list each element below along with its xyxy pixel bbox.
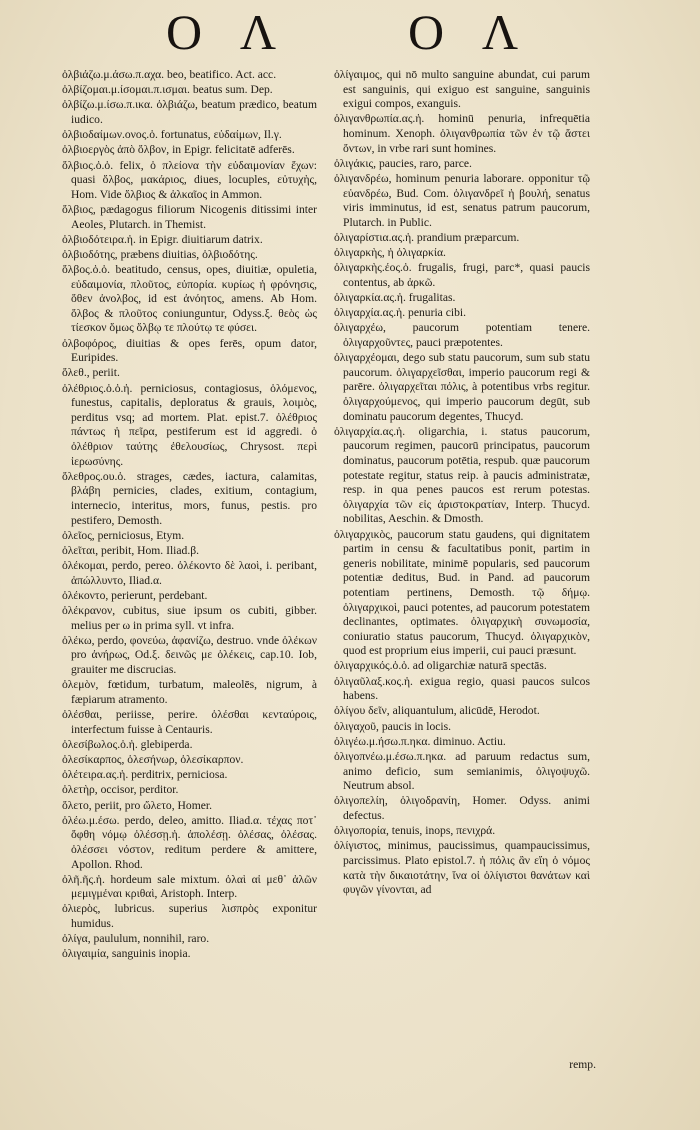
dictionary-entry: ὀλετὴρ, occisor, perditor. bbox=[62, 783, 179, 797]
dictionary-column-right bbox=[334, 68, 590, 898]
dictionary-entry: ὄλετο, periit, pro ὤλετο, Homer. bbox=[62, 798, 212, 812]
dictionary-entry: ὀλβιοεργὸς ἀπὸ ὄλβον, in Epigr. felicitatē adferēs. bbox=[62, 143, 295, 157]
dictionary-entry: ὀλιγαιμία, sanguinis inopia. bbox=[62, 947, 191, 961]
dictionary-entry: ὀλβιοδότειρα.ἡ. in Epigr. diuitiarum datrix. bbox=[62, 232, 263, 246]
dictionary-entry: ὀλεῖος, perniciosus, Etym. bbox=[62, 528, 185, 542]
dictionary-entry: ὀλέκομαι, perdo, pereo. ὀλέκοντο δὲ λαοὶ, i. peribant, ἀπώλλυντο, Iliad.α. bbox=[62, 559, 317, 587]
dictionary-entry: ὀλιγοπορία, tenuis, inops, πενιχρά. bbox=[334, 824, 496, 838]
dictionary-entry: ὀλιγανδρέω, hominum penuria laborare. opponitur τῷ εὐανδρέω, Bud. Com. ὀλιγανδρεῖ ἡ βουλή, senatus viris imminutus, id est, senatus patrum paucorum, Plutarch. in Public. bbox=[334, 171, 590, 229]
dictionary-entry: ὀλιγοπελίη, ὀλιγοδρανίη, Homer. Odyss. animi defectus. bbox=[334, 794, 590, 822]
dictionary-entry: ὀλῆ.ῆς.ἡ. hordeum sale mixtum. ὀλαὶ αἱ μεθ᾽ ἁλῶν μεμιγμέναι κριθαὶ, Aristoph. Interp. bbox=[62, 872, 317, 901]
dictionary-entry: ὀλέσθαι, periisse, perire. ὀλέσθαι κενταύροις, interfectum fuisse à Centauris. bbox=[62, 708, 317, 736]
running-head-right: Ο Λ bbox=[408, 4, 533, 60]
dictionary-entry: ὀλιγανθρωπία.ας.ἡ. hominū penuria, infrequētia hominum. Xenoph. ὀλιγανθρωπία τῶν ἐν τῷ ἄστει ὄντων, in vrbe rari sunt homines. bbox=[334, 112, 590, 155]
dictionary-entry: ὀλεσίκαρπος, ὀλεσήνωρ, ὀλεσίκαρπον. bbox=[62, 752, 244, 766]
running-head-left: Ο Λ bbox=[166, 4, 291, 60]
dictionary-entry: ὀλέτειρα.ας.ἡ. perditrix, perniciosa. bbox=[62, 768, 228, 782]
dictionary-entry: ὀλβιοδότης, præbens diuitias, ὀλβιοδότης. bbox=[62, 247, 258, 261]
dictionary-entry: ὀλέθριος.ὁ.ὁ.ἡ. perniciosus, contagiosus, ὀλόμενος, funestus, capitalis, deploratus & grauis, λοιμὸς, perditus vsq; ad mortem. Plat. epist.7. ὀλέθριος πάντως ἡ πεῖρα, pestiferum est id aggredi. ὁ ὀλέθριον ταύτης ἐθελουσίως, Chrysost. περὶ ἱερωσύνης. bbox=[62, 381, 317, 468]
dictionary-entry: ὀλιγοπνέω.μ.έσω.π.ηκα. ad paruum redactus sum, animo deficio, sum semianimis, ὀλιγοψυχῶ. Neutrum absol. bbox=[334, 750, 590, 793]
dictionary-entry: ὀλίγα, paululum, nonnihil, raro. bbox=[62, 932, 210, 946]
dictionary-entry: ὀλιγαρκία.ας.ἡ. frugalitas. bbox=[334, 291, 456, 305]
dictionary-entry: ὀλεσίβωλος.ὁ.ἡ. glebiperda. bbox=[62, 737, 193, 751]
dictionary-entry: ὀλέκοντο, perierunt, perdebant. bbox=[62, 588, 208, 602]
dictionary-entry: ὀλέκω, perdo, φονεύω, ἀφανίζω, destruo. vnde ὀλέκων pro ἀνήρως, Od.ξ. δεινῶς με ὀλέκεις, cap.10. Iob, grauiter me discrucias. bbox=[62, 633, 317, 677]
dictionary-entry: ὄλβιος.ὁ.ὁ. felix, ὁ πλείονα τὴν εὐδαιμονίαν ἔχων: quasi ὄλβος, μακάριος, diues, locuples, εὐτυχὴς, Hom. Vide ὄλβιος & ἀλκαῖος in Ammon. bbox=[62, 158, 317, 201]
dictionary-entry: ὀλιγαχοῦ, paucis in locis. bbox=[334, 719, 452, 733]
dictionary-entry: ὀλιγαρχικός.ὁ.ὁ. ad oligarchiæ naturā spectās. bbox=[334, 659, 547, 673]
dictionary-entry: ὀλβίζομαι.μ.ίσομαι.π.ισμαι. beatus sum. Dep. bbox=[62, 83, 273, 97]
dictionary-entry: ὀλιγαρκὴς.έος.ὁ. frugalis, frugi, parc*, quasi paucis contentus, ab ἀρκῶ. bbox=[334, 261, 590, 289]
catchword: remp. bbox=[569, 1058, 596, 1071]
dictionary-entry: ὀλιγαρκὴς, ἡ ὀλιγαρκία. bbox=[334, 246, 446, 260]
dictionary-entry: ὀλίγαιμος, qui nō multo sanguine abundat, cui parum est sanguinis, qui exiguo est sanguine, sanguinis exigui compos, exanguis. bbox=[334, 68, 590, 111]
dictionary-entry: ὀλβιάζω.μ.άσω.π.αχα. beo, beatifico. Act. acc. bbox=[62, 68, 277, 81]
dictionary-entry: ὀλέκρανον, cubitus, siue ipsum os cubiti, gibber. melius per ω in prima syll. vt infra. bbox=[62, 604, 317, 632]
dictionary-entry: ὄλβος.ὁ.ὁ. beatitudo, census, opes, diuitiæ, opuletia, εὐδαιμονία, πλοῦτος, εὐπορία. κυρίως ἡ φρόνησις, ὅθεν ἀνολβος, id est ἀνόητος, amens. Ab Hom. ὄλβος & πλοῦτος coniunguntur, Odyss.ξ. θεὸς ὡς τίεσκον ὅμως ὄλβῳ τε πλούτῳ τε φύσει. bbox=[62, 263, 317, 335]
dictionary-entry: ὀλιγέω.μ.ήσω.π.ηκα. diminuo. Actiu. bbox=[334, 734, 506, 748]
dictionary-entry: ὀλιγαρχία.ας.ἡ. oligarchia, i. status paucorum, paucorum regimen, paucorū principatus, paucorum dominatus, paucorum potētia, respub. quæ paucorum potestate regitur, status reip. à paucis administratæ, resp. in qua penes paucos est rerum potestas. ὀλιγαρχία τῶν εἰς ἀριστοκρατίαν, Interp. Thucyd. nobilitas, Aeschin. & Dmosth. bbox=[334, 424, 590, 526]
dictionary-entry: ὀλέω.μ.έσω. perdo, deleo, amitto. Iliad.α. τέχας ποτ᾽ ὄφθη νόμῳ ὀλέσσῃ.ἡ. ἀπολέσῃ. ὀλέσας, ὀλέσας. ὀλέσσει νόστον, reditum perdere & amittere, Apollon. Rhod. bbox=[62, 813, 317, 871]
dictionary-entry: ὀλβοφόρος, diuitias & opes ferēs, opum dator, Euripides. bbox=[62, 336, 317, 365]
dictionary-entry: ὀλιγαρίστια.ας.ἡ. prandium præparcum. bbox=[334, 230, 520, 244]
dictionary-entry: ὀλιγαρχικὸς, paucorum statu gaudens, qui dignitatem partim in censu & facultatibus ponit, partim in generis nobilitate, minimē popularis, sed paucorum potentiæ deditus, Bud. in Pand. ad paucorum potentiam pertinens, Demosth. τῷ δήμῳ. ὀλιγαρχικοὶ, pauci potentes, ad paucorum potestatem declinantes, optimates. ὀλιγαρχικὴ συνωμοσία, coniuratio status paucorum, Thucyd. ὀλιγαρχικὸν, quod est proprium eius imperii, cui pauci præsunt. bbox=[334, 527, 590, 658]
dictionary-entry: ὀλιγαῦλαξ.κος.ἡ. exigua regio, quasi paucos sulcos habens. bbox=[334, 674, 590, 703]
dictionary-entry: ὀλεμὸν, fœtidum, turbatum, maleolēs, nigrum, à fæpiarum atramento. bbox=[62, 678, 317, 706]
dictionary-entry: ὀλίγιστος, minimus, paucissimus, quampaucissimus, parcissimus. Plato epistol.7. ἡ πόλις ἂν εἴη ὁ νόμος κατὰ τὴν δικαιοτάτην, ἵνα οἱ ὀλίγιστοι θανάτων καὶ φυγῶν γίνονται, ad bbox=[334, 839, 590, 897]
dictionary-entry: ὀλιερὸς, lubricus. superius λισπρὸς exponitur humidus. bbox=[62, 902, 317, 931]
dictionary-entry: ὀλιγαρχέω, paucorum potentiam tenere. ὀλιγαρχοῦντες, pauci præpotentes. bbox=[334, 321, 590, 350]
dictionary-entry: ὀλιγαρχέομαι, dego sub statu paucorum, sum sub statu paucorum. ὀλιγαρχεῖσθαι, imperio paucorum regi & parēre. ὀλιγαρχεῖται πόλις, à potentibus vrbs regitur. ὀλιγαρχούμενος, qui imperio paucorum degūt, sub dominatu paucorum degentes, Thucyd. bbox=[334, 351, 590, 423]
dictionary-entry: ὀλεῖται, peribit, Hom. Iliad.β. bbox=[62, 543, 200, 557]
dictionary-entry: ὀλιγάκις, paucies, raro, parce. bbox=[334, 156, 472, 170]
dictionary-entry: ὀλβιοδαίμων.ονος.ὁ. fortunatus, εὐδαίμων, Il.γ. bbox=[62, 128, 282, 142]
dictionary-entry: ὀλίγου δεῖν, aliquantulum, alicūdē, Herodot. bbox=[334, 704, 540, 718]
dictionary-entry: ὄλβιος, pædagogus filiorum Nicogenis ditissimi inter Aeoles, Plutarch. in Themist. bbox=[62, 202, 317, 231]
dictionary-entry: ὄλεθρος.ου.ὁ. strages, cædes, iactura, calamitas, βλάβη pernicies, clades, exitium, contagium, internecio, interitus, mors, funus, pestis. pro pestifero, Demosth. bbox=[62, 469, 317, 527]
dictionary-entry: ὀλιγαρχία.ας.ἡ. penuria cibi. bbox=[334, 306, 466, 320]
dictionary-entry: ὄλεθ., periit. bbox=[62, 366, 120, 380]
dictionary-column-left bbox=[62, 68, 317, 963]
dictionary-entry: ὀλβίζω.μ.ίσω.π.ικα. ὀλβιάζω, beatum prædico, beatum iudico. bbox=[62, 98, 317, 126]
